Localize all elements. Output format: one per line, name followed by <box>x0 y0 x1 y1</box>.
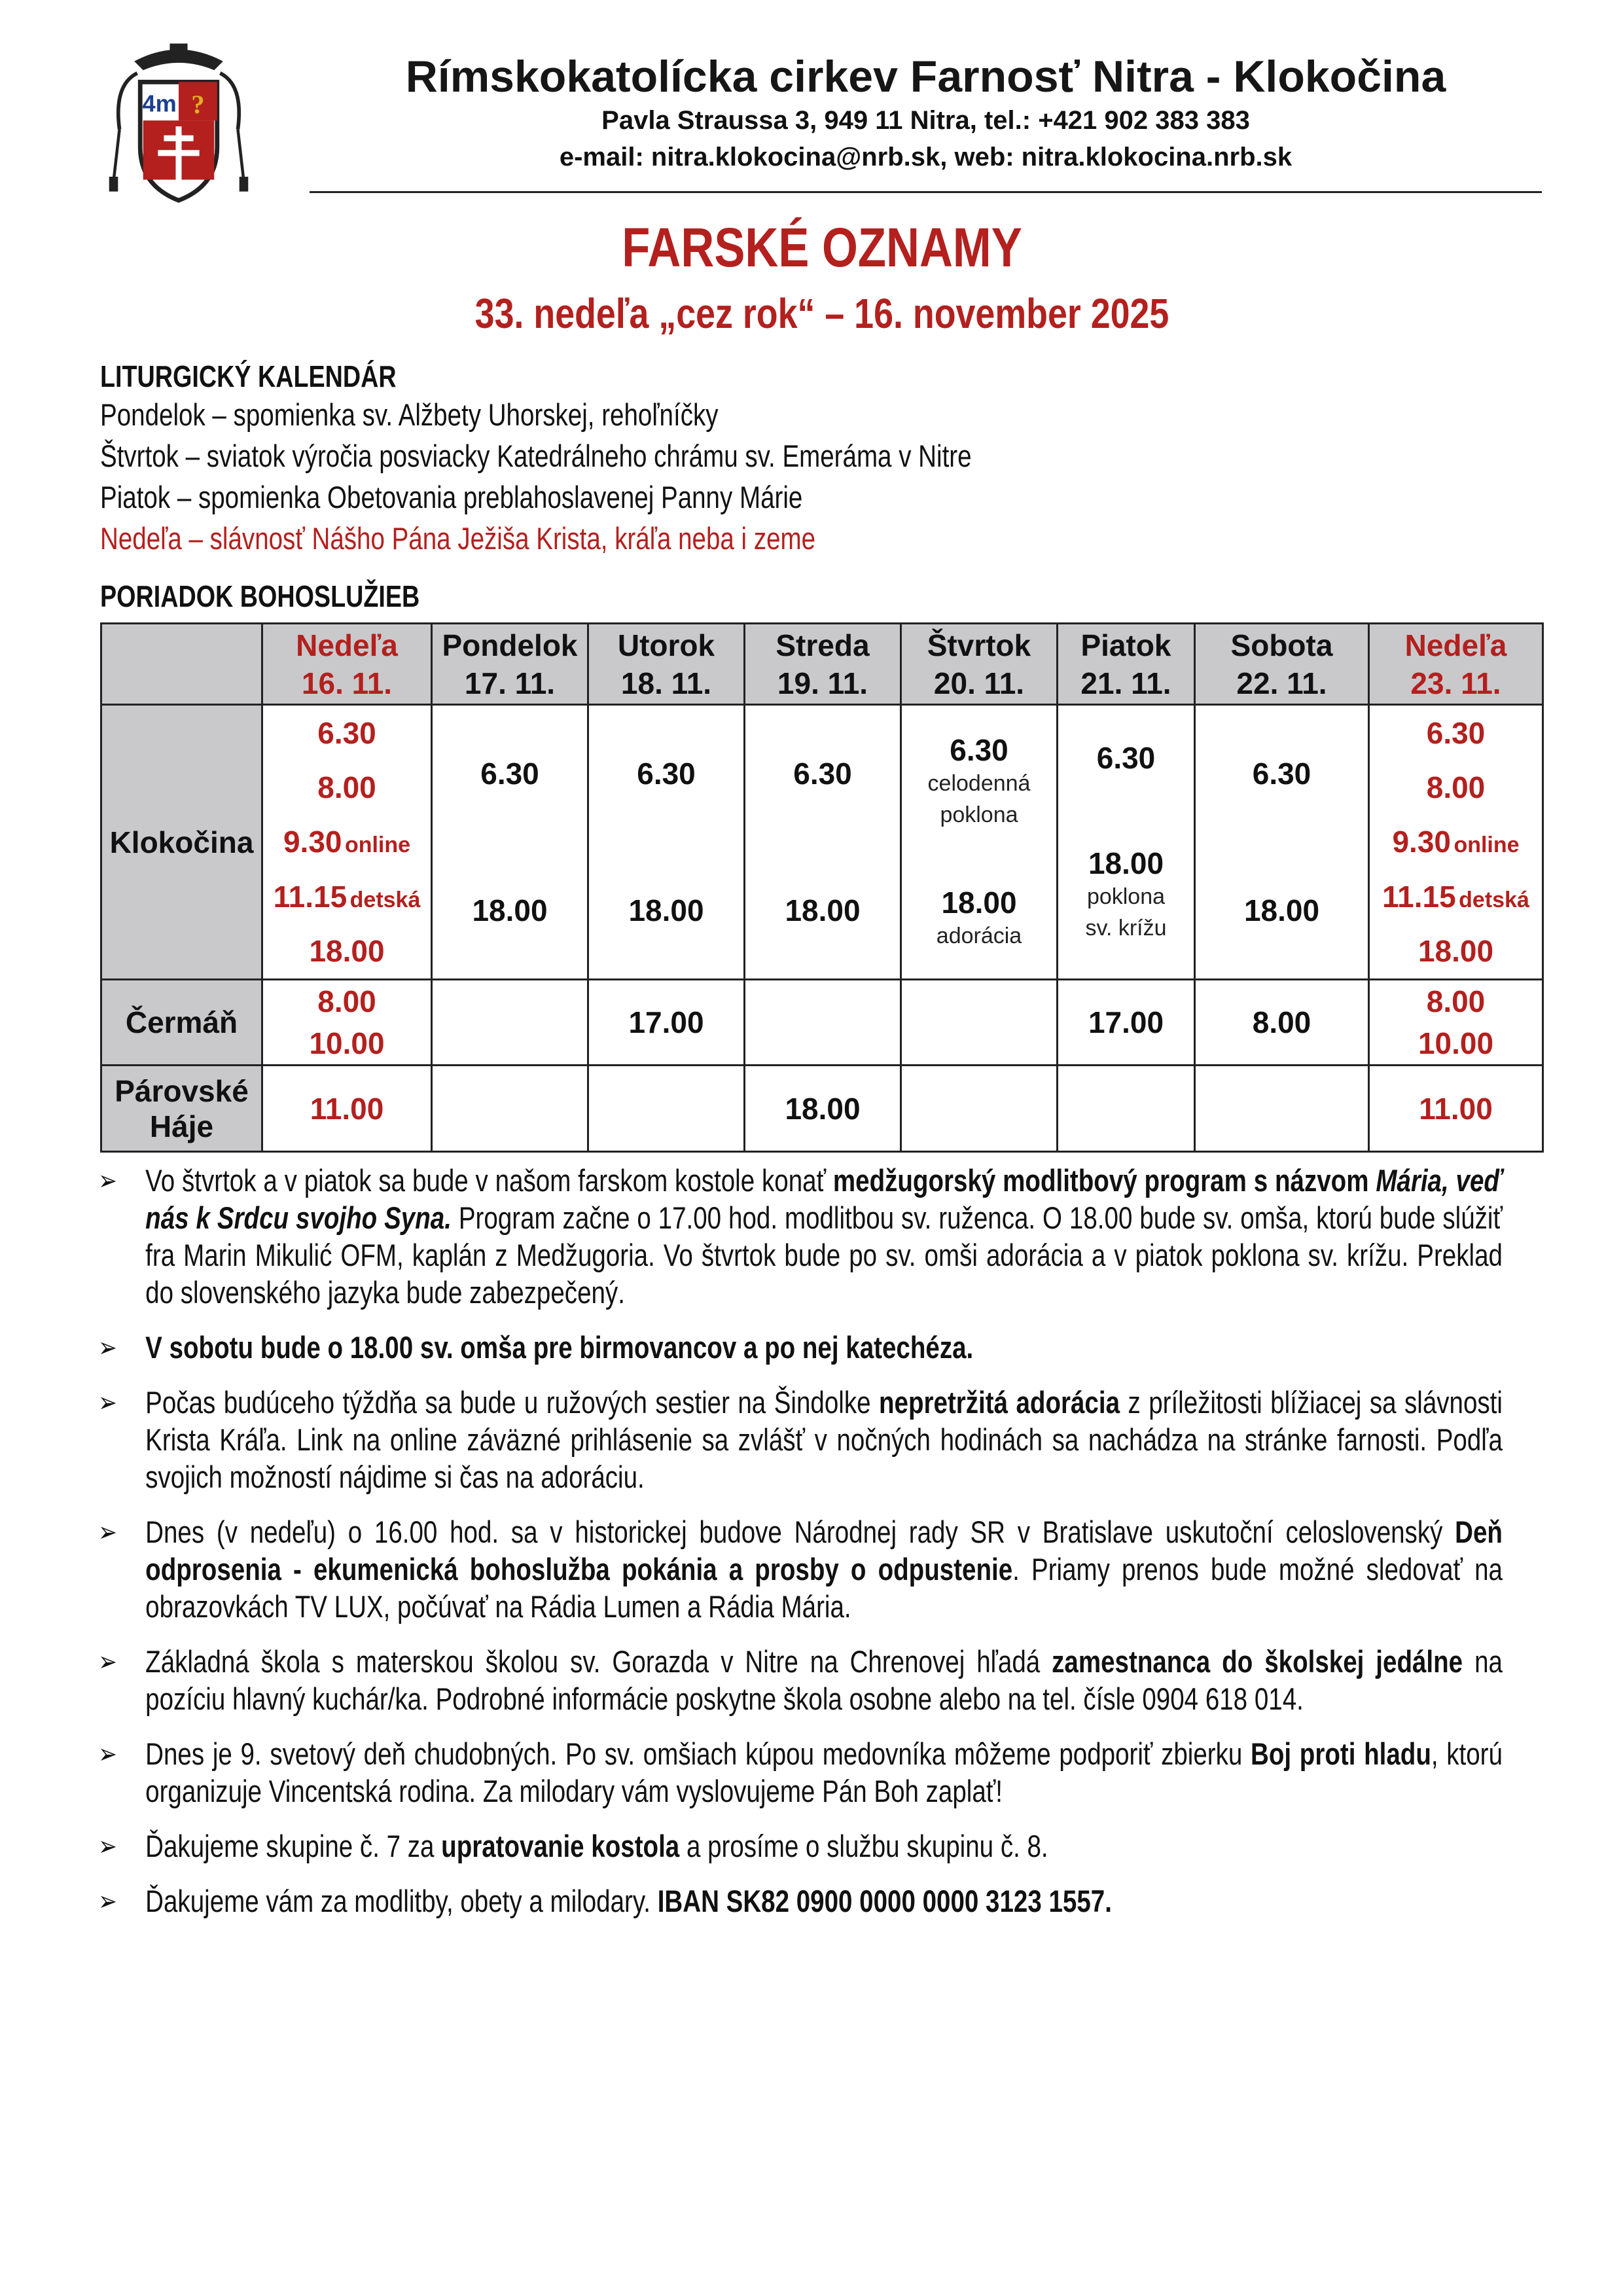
mass-note: detská <box>349 887 421 912</box>
schedule-cell <box>588 705 745 980</box>
schedule-cell <box>432 980 588 1066</box>
mass-entry <box>589 1005 743 1040</box>
mass-entry <box>263 933 431 969</box>
mass-time: 17.00 <box>1088 1005 1164 1039</box>
schedule-cell <box>432 1066 588 1152</box>
place-name: Klokočina <box>101 705 262 980</box>
day-date: 21. 11. <box>1080 666 1171 700</box>
mass-schedule-table <box>100 622 1544 1153</box>
mass-time: 8.00 <box>1426 984 1486 1018</box>
mass-time-line <box>1370 1091 1542 1126</box>
schedule-cell <box>1369 705 1543 980</box>
day-name: Sobota <box>1230 628 1333 662</box>
mass-time-line <box>1196 1005 1368 1040</box>
corner-cell <box>101 624 262 705</box>
announcement-text: IBAN SK82 0900 0000 0000 3123 1557. <box>657 1884 1112 1918</box>
day-date: 18. 11. <box>620 666 712 700</box>
cell-content <box>1370 1066 1542 1151</box>
mass-entry <box>1370 770 1542 805</box>
announcement-item <box>98 1882 1503 1920</box>
mass-entry <box>1058 846 1194 944</box>
day-name: Utorok <box>617 628 715 662</box>
day-name: Štvrtok <box>927 628 1031 662</box>
mass-note: detská <box>1459 887 1529 912</box>
cell-content <box>263 706 431 978</box>
mass-time: 9.30 <box>283 825 342 859</box>
announcement-text: Dnes (v nedeľu) o 16.00 hod. sa v historickej budove Národnej rady SR v Bratislave uskutoční celoslovenský <box>145 1515 1455 1549</box>
cell-content <box>263 1066 431 1151</box>
schedule-row <box>101 980 1543 1066</box>
cell-content <box>1196 980 1368 1064</box>
mass-time-line <box>1196 893 1368 928</box>
day-date: 16. 11. <box>301 666 393 700</box>
announcement-item <box>98 1329 1503 1366</box>
cell-content <box>1058 1066 1194 1151</box>
cell-content <box>1058 980 1194 1064</box>
mass-time: 9.30 <box>1392 825 1451 859</box>
mass-time: 8.00 <box>1252 1005 1311 1039</box>
svg-text:?: ? <box>191 89 205 119</box>
announcement-text: Boj proti hladu <box>1251 1736 1431 1771</box>
mass-time: 18.00 <box>628 893 704 927</box>
mass-time: 6.30 <box>793 757 852 791</box>
calendar-item: Nedeľa – slávnosť Nášho Pána Ježiša Krista, kráľa neba i zeme <box>100 521 816 556</box>
page-subtitle: 33. nedeľa „cez rok“ – 16. november 2025 <box>474 290 1169 337</box>
mass-entry <box>1370 933 1542 969</box>
mass-time: 18.00 <box>1088 846 1164 880</box>
cell-content <box>745 706 900 978</box>
mass-entry <box>1196 756 1368 791</box>
announcement-text: nepretržitá adorácia <box>878 1385 1120 1420</box>
mass-time-line <box>745 893 900 928</box>
cell-content <box>1058 706 1194 978</box>
schedule-row <box>101 1066 1543 1152</box>
mass-time: 6.30 <box>637 757 696 791</box>
mass-time-line <box>263 770 431 805</box>
mass-time-line <box>745 756 900 791</box>
mass-time-line <box>1370 824 1542 859</box>
mass-time: 11.00 <box>310 1091 384 1126</box>
day-date: 22. 11. <box>1236 666 1327 700</box>
mass-entry <box>263 1091 431 1126</box>
announcement-item <box>98 1162 1503 1311</box>
mass-time-line <box>263 715 431 751</box>
cell-content <box>433 1066 587 1151</box>
announcement-item <box>98 1827 1503 1865</box>
announcement-text: z príležitosti blížiacej sa slávnosti Krista Kráľa. Link na online záväzné prihlásenie sa zvlášť v nočných hodinách sa nachádza na stránke farnosti. Podľa svojich možností nájdime si čas na adoráciu. <box>145 1385 1503 1494</box>
mass-time: 18.00 <box>1418 934 1494 969</box>
day-date: 20. 11. <box>933 666 1025 700</box>
calendar-heading: LITURGICKÝ KALENDÁR <box>100 359 397 393</box>
mass-entry <box>263 824 431 859</box>
mass-entry <box>433 893 587 928</box>
mass-entry <box>1370 1026 1542 1061</box>
mass-time-line <box>263 879 431 914</box>
parish-address: Pavla Straussa 3, 949 11 Nitra, tel.: +421 902 383 383 <box>601 106 1250 135</box>
cell-content <box>1370 706 1542 978</box>
arrow-bullet-icon: ➢ <box>98 1516 117 1547</box>
mass-entry <box>589 756 743 791</box>
schedule-cell <box>901 1066 1058 1152</box>
cell-content <box>902 706 1056 978</box>
calendar-item: Štvrtok – sviatok výročia posviacky Katedrálneho chrámu sv. Emeráma v Nitre <box>100 439 972 473</box>
mass-time-line <box>433 893 587 928</box>
mass-time-line <box>745 1091 900 1126</box>
day-name: Nedeľa <box>1404 628 1507 662</box>
mass-entry <box>1058 1005 1194 1040</box>
arrow-bullet-icon: ➢ <box>98 1387 117 1418</box>
mass-time-line <box>263 984 431 1019</box>
announcement-text: Základná škola s materskou školou sv. Gorazda v Nitre na Chrenovej hľadá <box>145 1644 1052 1679</box>
mass-time: 8.00 <box>317 984 376 1018</box>
cell-content <box>589 980 743 1064</box>
calendar-item: Piatok – spomienka Obetovania preblahoslavenej Panny Márie <box>100 480 803 514</box>
schedule-cell <box>1195 980 1369 1066</box>
mass-note: online <box>1454 833 1520 858</box>
cell-content <box>745 980 900 1064</box>
day-name: Pondelok <box>442 628 578 662</box>
mass-description: sv. krížu <box>1085 915 1167 941</box>
mass-time-line <box>433 756 587 791</box>
mass-description: poklona <box>1086 884 1166 909</box>
parish-name: Rímskokatolícka cirkev Farnosť Nitra - Klokočina <box>405 52 1446 101</box>
cell-content <box>589 1066 743 1151</box>
mass-entry <box>1196 893 1368 928</box>
schedule-cell <box>745 705 901 980</box>
mass-time: 8.00 <box>1426 770 1486 805</box>
schedule-cell <box>1058 1066 1195 1152</box>
day-header <box>745 624 901 705</box>
mass-description: celodenná <box>927 771 1031 797</box>
schedule-cell <box>1369 1066 1543 1152</box>
day-name: Piatok <box>1080 628 1171 662</box>
schedule-cell <box>1369 980 1543 1066</box>
announcement-text: , ktorú organizuje Vincentská rodina. Za milodary vám vyslovujeme Pán Boh zaplať! <box>145 1736 1503 1808</box>
day-header <box>432 624 588 705</box>
announcement-text: Mária, veď nás k Srdcu svojho Syna. <box>145 1163 1503 1235</box>
announcement-text: zamestnanca do školskej jedálne <box>1052 1644 1463 1679</box>
liturgical-calendar <box>100 394 1603 559</box>
cell-content <box>902 1066 1056 1151</box>
cell-content <box>263 980 431 1064</box>
header-divider <box>310 191 1542 193</box>
mass-time: 18.00 <box>1243 893 1320 927</box>
mass-entry <box>745 893 900 928</box>
schedule-cell <box>1058 980 1195 1066</box>
mass-entry <box>263 715 431 751</box>
schedule-row <box>101 705 1543 980</box>
announcement-text: upratovanie kostola <box>441 1829 680 1863</box>
schedule-cell <box>1058 705 1195 980</box>
mass-time: 6.30 <box>1096 741 1156 776</box>
mass-time-line <box>263 1026 431 1061</box>
arrow-bullet-icon: ➢ <box>98 1886 117 1916</box>
day-header <box>901 624 1058 705</box>
cell-content <box>1196 1066 1368 1151</box>
mass-time: 11.00 <box>1419 1091 1493 1126</box>
mass-time-line <box>1370 770 1542 805</box>
mass-time: 6.30 <box>1252 757 1311 791</box>
announcement-text: Počas budúceho týždňa sa bude u ružových sestier na Šindolke <box>145 1385 879 1420</box>
mass-time: 11.15 <box>1382 879 1456 914</box>
mass-time: 6.30 <box>480 757 539 791</box>
day-date: 19. 11. <box>777 666 868 700</box>
mass-time-line <box>902 732 1056 768</box>
day-header <box>1369 624 1543 705</box>
mass-time-line <box>1370 984 1542 1019</box>
cell-content <box>1196 706 1368 978</box>
announcement-item <box>98 1643 1503 1717</box>
place-name: Párovské Háje <box>101 1066 262 1152</box>
place-name: Čermáň <box>101 980 262 1066</box>
mass-description: poklona <box>940 802 1018 828</box>
schedule-cell <box>262 705 432 980</box>
announcement-text: Vo štvrtok a v piatok sa bude v našom farskom kostole konať <box>145 1163 833 1198</box>
mass-entry <box>263 984 431 1019</box>
announcement-item <box>98 1384 1503 1496</box>
mass-entry <box>1370 715 1542 751</box>
parish-contact: e-mail: nitra.klokocina@nrb.sk, web: nitra.klokocina.nrb.sk <box>559 143 1293 171</box>
announcements-list <box>98 1162 1503 1937</box>
mass-time-line <box>1196 756 1368 791</box>
day-header <box>1195 624 1369 705</box>
mass-time-line <box>1370 933 1542 969</box>
mass-description: adorácia <box>936 923 1022 948</box>
cell-content <box>589 706 743 978</box>
mass-note: online <box>344 833 411 858</box>
schedule-cell <box>588 1066 745 1152</box>
mass-time: 18.00 <box>472 893 548 927</box>
mass-time: 18.00 <box>785 893 861 927</box>
announcement-item <box>98 1513 1503 1625</box>
arrow-bullet-icon: ➢ <box>98 1646 117 1677</box>
mass-time: 10.00 <box>1418 1026 1494 1060</box>
mass-time-line <box>1058 1005 1194 1040</box>
mass-entry <box>1370 824 1542 859</box>
mass-time: 8.00 <box>317 770 376 805</box>
day-header <box>1058 624 1195 705</box>
day-date: 17. 11. <box>464 666 556 700</box>
schedule-cell <box>1195 705 1369 980</box>
cell-content <box>433 706 587 978</box>
schedule-cell <box>262 1066 432 1152</box>
mass-time-line <box>1058 846 1194 881</box>
mass-time-line <box>263 933 431 969</box>
mass-time: 17.00 <box>628 1005 704 1039</box>
announcement-text: V sobotu bude o 18.00 sv. omša pre birmovancov a po nej katechéza. <box>145 1330 974 1365</box>
schedule-heading: PORIADOK BOHOSLUŽIEB <box>100 579 420 613</box>
mass-time: 18.00 <box>309 934 385 969</box>
mass-time: 6.30 <box>317 715 376 750</box>
mass-entry <box>1370 1091 1542 1126</box>
mass-entry <box>589 893 743 928</box>
mass-time: 10.00 <box>309 1026 385 1060</box>
announcement-text: Ďakujeme vám za modlitby, obety a milodary. <box>145 1884 658 1918</box>
page-title: FARSKÉ OZNAMY <box>622 217 1022 278</box>
cell-content <box>433 980 587 1064</box>
logo-text: 4m <box>142 90 177 117</box>
day-name: Streda <box>776 628 870 662</box>
announcement-text: Program začne o 17.00 hod. modlitbou sv. ruženca. O 18.00 bude sv. omša, ktorú bude slúžiť fra Marin Mikulić OFM, kaplán z Medžugoria. Vo štvrtok bude po sv. omši adorácia a v piatok poklona sv. krížu. Preklad do slovenského jazyka bude zabezpečený. <box>145 1200 1503 1310</box>
schedule-cell <box>262 980 432 1066</box>
mass-time-line <box>902 885 1056 920</box>
mass-time-line <box>1370 1026 1542 1061</box>
schedule-cell <box>1195 1066 1369 1152</box>
mass-time-line <box>1370 715 1542 751</box>
announcement-text: . Priamy prenos bude možné sledovať na obrazovkách TV LUX, počúvať na Rádia Lumen a Rádia Mária. <box>145 1552 1503 1624</box>
schedule-cell <box>901 705 1058 980</box>
schedule-cell <box>588 980 745 1066</box>
day-date: 23. 11. <box>1410 666 1501 700</box>
mass-entry <box>263 1026 431 1061</box>
announcement-text: Deň odprosenia - ekumenická bohoslužba pokánia a prosby o odpustenie <box>145 1515 1503 1587</box>
announcement-text: a prosíme o službu skupinu č. 8. <box>679 1829 1048 1863</box>
mass-time-line <box>589 756 743 791</box>
mass-time: 6.30 <box>950 733 1008 768</box>
mass-entry <box>1370 984 1542 1019</box>
announcement-text: Ďakujeme skupine č. 7 za <box>145 1829 442 1863</box>
mass-entry <box>263 770 431 805</box>
cell-content <box>902 980 1056 1064</box>
mass-entry <box>1058 740 1194 776</box>
mass-time-line <box>1370 879 1542 914</box>
schedule-cell <box>432 705 588 980</box>
mass-time: 18.00 <box>785 1091 861 1126</box>
mass-entry <box>1196 1005 1368 1040</box>
announcement-text: Dnes je 9. svetový deň chudobných. Po sv. omšiach kúpou medovníka môžeme podporiť zbierku <box>145 1736 1251 1771</box>
cell-content <box>1370 980 1542 1064</box>
arrow-bullet-icon: ➢ <box>98 1738 117 1769</box>
arrow-bullet-icon: ➢ <box>98 1332 117 1363</box>
announcement-text: na pozíciu hlavný kuchár/ka. Podrobné informácie poskytne škola osobne alebo na tel. čísle 0904 618 014. <box>145 1644 1503 1716</box>
mass-time: 11.15 <box>273 879 348 914</box>
schedule-cell <box>745 980 901 1066</box>
calendar-item: Pondelok – spomienka sv. Alžbety Uhorskej, rehoľníčky <box>100 397 719 432</box>
mass-entry <box>902 885 1056 952</box>
day-header <box>588 624 745 705</box>
cell-content <box>745 1066 900 1151</box>
announcement-item <box>98 1735 1503 1810</box>
mass-entry <box>745 1091 900 1126</box>
arrow-bullet-icon: ➢ <box>98 1831 117 1861</box>
mass-time: 18.00 <box>941 885 1017 920</box>
parish-coat-of-arms-logo <box>103 41 254 211</box>
mass-entry <box>1370 879 1542 914</box>
mass-time-line <box>263 1091 431 1126</box>
mass-time: 6.30 <box>1426 715 1486 750</box>
mass-time-line <box>589 893 743 928</box>
mass-time-line <box>263 824 431 859</box>
schedule-cell <box>901 980 1058 1066</box>
mass-entry <box>263 879 431 914</box>
mass-entry <box>745 756 900 791</box>
day-header <box>262 624 432 705</box>
day-name: Nedeľa <box>296 628 398 662</box>
schedule-cell <box>745 1066 901 1152</box>
mass-time-line <box>589 1005 743 1040</box>
mass-time-line <box>1058 740 1194 776</box>
mass-entry <box>433 756 587 791</box>
arrow-bullet-icon: ➢ <box>98 1165 117 1196</box>
mass-entry <box>902 732 1056 831</box>
announcement-text: medžugorský modlitbový program s názvom <box>832 1163 1376 1198</box>
